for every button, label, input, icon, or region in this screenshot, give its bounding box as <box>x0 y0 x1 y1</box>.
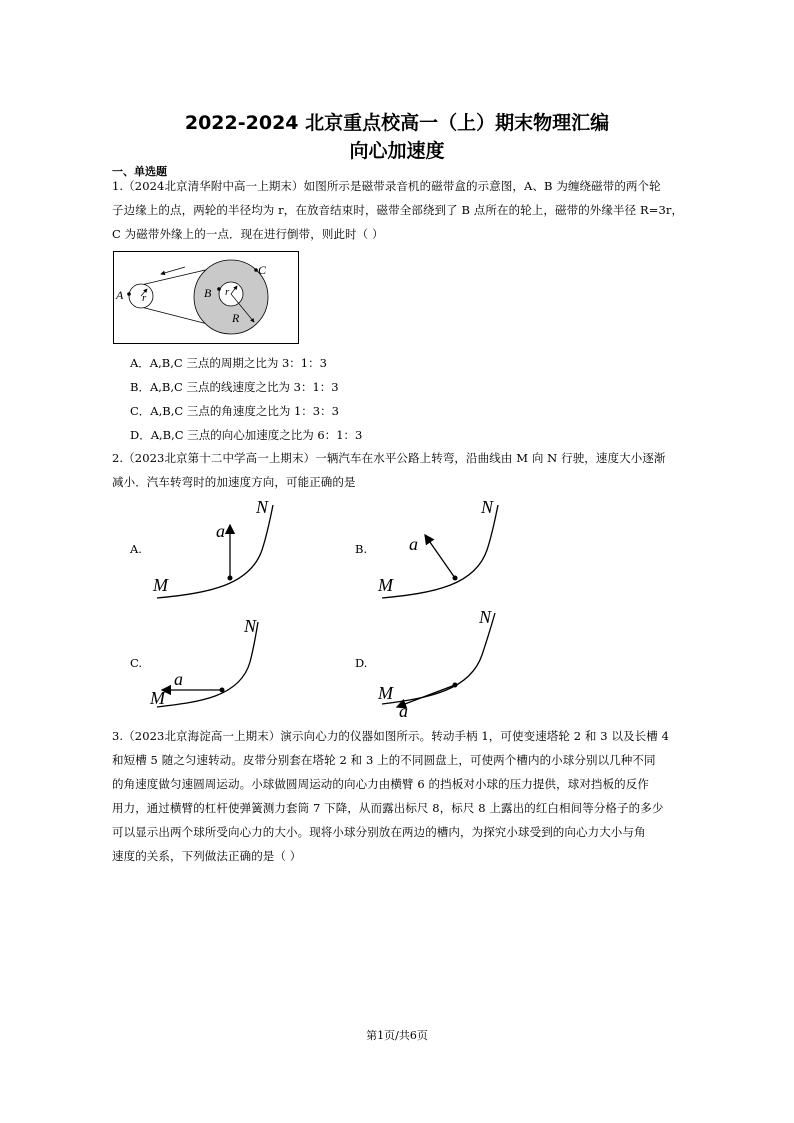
trajectory-curve <box>157 622 258 707</box>
label-m: M <box>378 575 393 595</box>
label-n: N <box>256 497 269 517</box>
label-c: C <box>258 263 267 277</box>
page-footer: 第1页/共6页 <box>366 1029 428 1042</box>
q1-option-c[interactable]: C．A,B,C 三点的角速度之比为 1：3：3 <box>130 404 339 418</box>
q1-option-a[interactable]: A．A,B,C 三点的周期之比为 3：1：3 <box>130 356 327 370</box>
question-3-line: 的角速度做匀速圆周运动。小球做圆周运动的向心力由横臂 6 的挡板对小球的压力提供，球对挡板的反作 <box>112 777 649 791</box>
q2-figure-b <box>375 495 515 605</box>
question-1-line: 子边缘上的点，两轮的半径均为 r，在放音结束时，磁带全部绕到了 B 点所在的轮上，磁带的外缘半径 R=3r， <box>112 203 684 217</box>
label-accel: a <box>216 521 225 541</box>
label-accel: a <box>399 701 408 721</box>
trajectory-curve <box>157 505 273 598</box>
label-m: M <box>153 575 168 595</box>
label-b: B <box>204 286 212 300</box>
label-m: M <box>378 683 393 703</box>
page-title: 2022-2024 北京重点校高一（上）期末物理汇编 <box>184 112 610 134</box>
q2-figure-c <box>150 612 290 712</box>
label-m: M <box>150 688 165 708</box>
q2-option-c-label[interactable]: C. <box>130 656 143 670</box>
q2-figure-d <box>375 605 515 720</box>
tape-cassette-figure <box>113 251 299 344</box>
label-n: N <box>481 497 494 517</box>
label-n: N <box>479 607 492 627</box>
label-a: A <box>116 288 124 302</box>
question-3-line: 可以显示出两个球所受向心力的大小。现将小球分别放在两边的槽内，为探究小球受到的向心力大小与角 <box>112 825 646 839</box>
label-n: N <box>244 616 257 636</box>
label-r-right: r <box>225 286 230 298</box>
question-1-line: 1.（2024北京清华附中高一上期末）如图所示是磁带录音机的磁带盒的示意图，A、B 为缠绕磁带的两个轮 <box>112 179 661 193</box>
q1-option-b[interactable]: B．A,B,C 三点的线速度之比为 3：1：3 <box>130 380 339 394</box>
label-r-left: r <box>142 292 147 304</box>
page-subtitle: 向心加速度 <box>349 140 445 162</box>
q2-option-a-label[interactable]: A. <box>130 542 142 556</box>
label-accel: a <box>174 669 183 689</box>
question-3-line: 速度的关系，下列做法正确的是（ ） <box>112 849 302 863</box>
question-3-line: 和短槽 5 随之匀速转动。皮带分别套在塔轮 2 和 3 上的不同圆盘上，可使两个槽内的小球分别以几种不同 <box>112 753 656 767</box>
question-3-text <box>112 724 687 868</box>
q2-option-b-label[interactable]: B. <box>355 542 368 556</box>
question-1-text <box>112 174 687 246</box>
question-3-line: 3.（2023北京海淀高一上期末）演示向心力的仪器如图所示。转动手柄 1，可使变速塔轮 2 和 3 以及长槽 4 <box>112 729 670 743</box>
question-2-line: 减小．汽车转弯时的加速度方向，可能正确的是 <box>112 475 356 489</box>
question-2-text <box>112 446 687 494</box>
section-heading: 一、单选题 <box>112 165 167 178</box>
point-a <box>127 292 131 296</box>
question-3-line: 用力，通过横臂的杠杆使弹簧测力套筒 7 下降，从而露出标尺 8，标尺 8 上露出的红白相间等分格子的多少 <box>112 801 664 815</box>
point-b <box>217 287 221 291</box>
label-big-r: R <box>232 311 240 325</box>
q1-option-d[interactable]: D．A,B,C 三点的向心加速度之比为 6：1：3 <box>130 428 363 442</box>
acceleration-arrow <box>425 535 455 578</box>
trajectory-curve <box>382 505 498 598</box>
q2-figure-a <box>150 495 290 605</box>
question-2-line: 2.（2023北京第十二中学高一上期末）一辆汽车在水平公路上转弯，沿曲线由 M 向 N 行驶，速度大小逐渐 <box>112 451 666 465</box>
q2-option-d-label[interactable]: D. <box>355 656 368 670</box>
label-accel: a <box>409 534 418 554</box>
question-1-line: C 为磁带外缘上的一点．现在进行倒带，则此时（ ） <box>112 227 384 241</box>
